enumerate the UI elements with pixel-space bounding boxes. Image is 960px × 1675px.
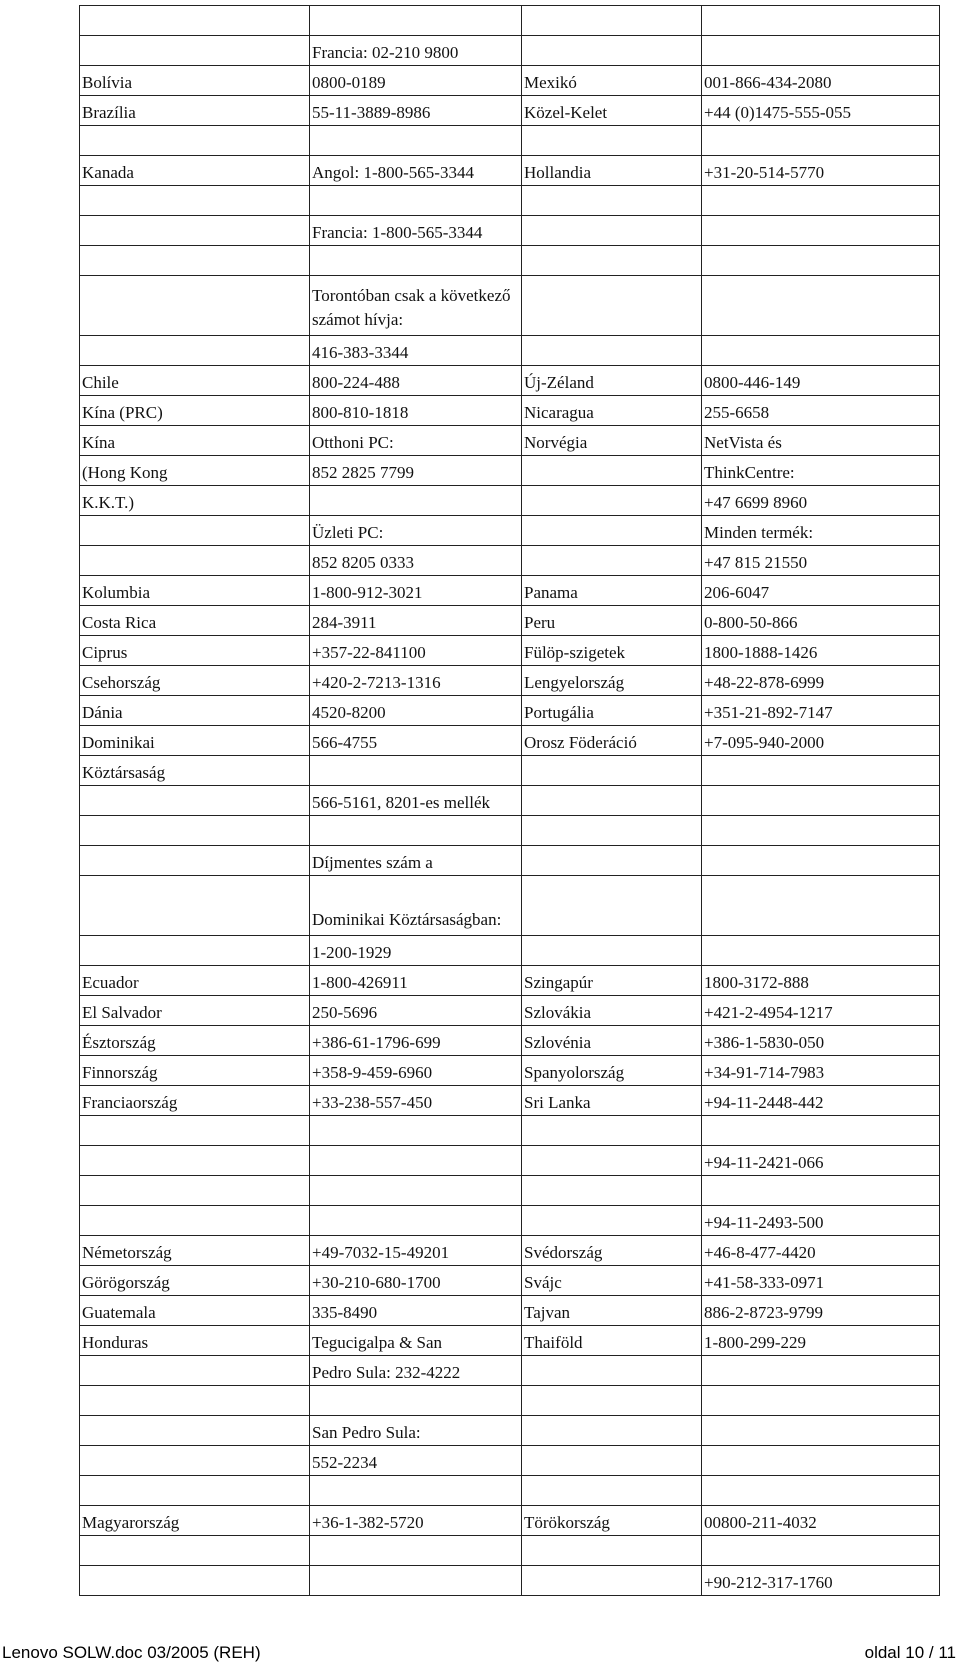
table-cell-phone: +31-20-514-5770: [702, 156, 940, 186]
table-cell-country: [522, 1476, 702, 1506]
table-cell-country: [522, 276, 702, 336]
table-cell-phone: [310, 1116, 522, 1146]
table-cell-country: [80, 6, 310, 36]
table-row: [80, 1386, 940, 1416]
table-row: [80, 1266, 940, 1296]
table-cell-country: Ecuador: [80, 966, 310, 996]
table-cell-phone: [702, 1356, 940, 1386]
table-cell-phone: [310, 756, 522, 786]
table-cell-phone: [702, 1476, 940, 1506]
table-cell-country: [80, 1416, 310, 1446]
table-row: [80, 1236, 940, 1266]
table-cell-country: [522, 816, 702, 846]
table-cell-country: K.K.T.): [80, 486, 310, 516]
table-cell-country: Németország: [80, 1236, 310, 1266]
table-cell-phone: 250-5696: [310, 996, 522, 1026]
table-cell-phone: [310, 816, 522, 846]
table-cell-phone: San Pedro Sula:: [310, 1416, 522, 1446]
table-cell-country: [80, 1446, 310, 1476]
table-cell-phone: [310, 1386, 522, 1416]
table-cell-phone: 4520-8200: [310, 696, 522, 726]
table-cell-country: [522, 1566, 702, 1596]
table-cell-phone: [310, 126, 522, 156]
table-cell-country: Thaiföld: [522, 1326, 702, 1356]
table-cell-country: [80, 246, 310, 276]
table-row: [80, 1296, 940, 1326]
table-cell-country: Köztársaság: [80, 756, 310, 786]
page-footer: [0, 1643, 958, 1669]
table-cell-phone: [310, 246, 522, 276]
table-cell-phone: ThinkCentre:: [702, 456, 940, 486]
table-cell-country: Bolívia: [80, 66, 310, 96]
table-cell-country: [522, 1206, 702, 1236]
table-cell-phone: Francia: 02-210 9800: [310, 36, 522, 66]
table-cell-country: [80, 1146, 310, 1176]
table-cell-country: Kína (PRC): [80, 396, 310, 426]
table-cell-country: Kolumbia: [80, 576, 310, 606]
table-cell-country: [80, 1176, 310, 1206]
table-cell-country: [522, 1146, 702, 1176]
table-cell-country: [522, 1176, 702, 1206]
table-row: [80, 186, 940, 216]
table-cell-phone: [702, 1446, 940, 1476]
table-cell-phone: [702, 1176, 940, 1206]
table-cell-country: [522, 876, 702, 936]
table-cell-country: [522, 936, 702, 966]
table-row: [80, 756, 940, 786]
table-cell-phone: Dominikai Köztársaságban:: [310, 876, 522, 936]
footer-document-info: Lenovo SOLW.doc 03/2005 (REH): [2, 1643, 261, 1662]
table-row: [80, 36, 940, 66]
table-cell-phone: NetVista és: [702, 426, 940, 456]
table-cell-country: Orosz Föderáció: [522, 726, 702, 756]
table-cell-country: [80, 186, 310, 216]
table-cell-country: [522, 846, 702, 876]
table-cell-country: Görögország: [80, 1266, 310, 1296]
table-cell-country: [522, 6, 702, 36]
table-cell-phone: +351-21-892-7147: [702, 696, 940, 726]
table-row: [80, 666, 940, 696]
table-row: [80, 1416, 940, 1446]
table-cell-phone: [702, 816, 940, 846]
table-cell-country: Panama: [522, 576, 702, 606]
table-cell-phone: [702, 1416, 940, 1446]
table-cell-phone: 206-6047: [702, 576, 940, 606]
table-cell-phone: Angol: 1-800-565-3344: [310, 156, 522, 186]
table-cell-phone: +358-9-459-6960: [310, 1056, 522, 1086]
contact-table-body: [80, 6, 940, 1596]
table-cell-phone: [702, 186, 940, 216]
table-cell-country: [522, 246, 702, 276]
table-cell-country: Chile: [80, 366, 310, 396]
table-cell-country: Lengyelország: [522, 666, 702, 696]
table-cell-phone: +386-1-5830-050: [702, 1026, 940, 1056]
table-row: [80, 606, 940, 636]
table-cell-country: [80, 876, 310, 936]
table-cell-country: [80, 1476, 310, 1506]
table-cell-phone: [310, 486, 522, 516]
table-cell-country: Törökország: [522, 1506, 702, 1536]
table-cell-country: [80, 816, 310, 846]
table-cell-phone: [702, 1116, 940, 1146]
table-row: [80, 96, 940, 126]
table-row: [80, 816, 940, 846]
table-row: [80, 246, 940, 276]
table-cell-country: [522, 546, 702, 576]
table-cell-phone: [310, 6, 522, 36]
table-cell-country: Finnország: [80, 1056, 310, 1086]
table-cell-country: [522, 126, 702, 156]
table-cell-phone: 852 8205 0333: [310, 546, 522, 576]
table-cell-country: Franciaország: [80, 1086, 310, 1116]
table-cell-phone: +94-11-2448-442: [702, 1086, 940, 1116]
table-row: [80, 66, 940, 96]
table-row: [80, 846, 940, 876]
table-cell-phone: +47 815 21550: [702, 546, 940, 576]
table-cell-country: Nicaragua: [522, 396, 702, 426]
contact-table: [79, 5, 940, 1596]
table-cell-phone: [310, 1176, 522, 1206]
table-cell-country: [522, 756, 702, 786]
table-row: [80, 276, 940, 336]
table-cell-country: [522, 186, 702, 216]
table-cell-country: Szlovákia: [522, 996, 702, 1026]
table-cell-country: [80, 216, 310, 246]
table-cell-country: Peru: [522, 606, 702, 636]
table-cell-phone: 284-3911: [310, 606, 522, 636]
table-cell-phone: 00800-211-4032: [702, 1506, 940, 1536]
table-cell-country: [80, 516, 310, 546]
table-cell-phone: 335-8490: [310, 1296, 522, 1326]
table-cell-country: [80, 276, 310, 336]
table-row: [80, 1536, 940, 1566]
table-cell-country: [522, 516, 702, 546]
table-cell-country: [80, 786, 310, 816]
table-cell-country: [522, 1116, 702, 1146]
table-row: [80, 1446, 940, 1476]
table-cell-phone: 886-2-8723-9799: [702, 1296, 940, 1326]
table-row: [80, 396, 940, 426]
table-cell-phone: 566-4755: [310, 726, 522, 756]
table-cell-country: Costa Rica: [80, 606, 310, 636]
table-row: [80, 636, 940, 666]
table-cell-phone: Minden termék:: [702, 516, 940, 546]
table-cell-phone: +46-8-477-4420: [702, 1236, 940, 1266]
table-cell-country: Mexikó: [522, 66, 702, 96]
table-cell-country: Guatemala: [80, 1296, 310, 1326]
table-cell-country: [522, 1536, 702, 1566]
table-cell-phone: [702, 216, 940, 246]
table-cell-country: [80, 1566, 310, 1596]
table-cell-phone: [702, 246, 940, 276]
table-cell-phone: +94-11-2493-500: [702, 1206, 940, 1236]
table-cell-country: Szingapúr: [522, 966, 702, 996]
table-cell-country: Dominikai: [80, 726, 310, 756]
table-row: [80, 696, 940, 726]
table-cell-phone: 1800-3172-888: [702, 966, 940, 996]
table-row: [80, 546, 940, 576]
table-cell-country: [80, 1386, 310, 1416]
table-cell-phone: +33-238-557-450: [310, 1086, 522, 1116]
table-cell-phone: [702, 1536, 940, 1566]
table-cell-phone: +47 6699 8960: [702, 486, 940, 516]
table-cell-phone: [702, 276, 940, 336]
table-row: [80, 1086, 940, 1116]
table-row: [80, 1206, 940, 1236]
table-cell-phone: [310, 1536, 522, 1566]
table-cell-phone: 852 2825 7799: [310, 456, 522, 486]
table-cell-phone: +36-1-382-5720: [310, 1506, 522, 1536]
table-row: [80, 156, 940, 186]
table-cell-phone: Üzleti PC:: [310, 516, 522, 546]
table-cell-country: [80, 546, 310, 576]
table-row: [80, 516, 940, 546]
table-cell-country: [522, 1386, 702, 1416]
table-row: [80, 1566, 940, 1596]
table-cell-country: Svájc: [522, 1266, 702, 1296]
table-row: [80, 1056, 940, 1086]
table-row: [80, 1026, 940, 1056]
table-cell-phone: Otthoni PC:: [310, 426, 522, 456]
table-row: [80, 486, 940, 516]
table-cell-phone: 1800-1888-1426: [702, 636, 940, 666]
table-cell-phone: 1-800-912-3021: [310, 576, 522, 606]
table-cell-phone: [702, 6, 940, 36]
table-cell-phone: 800-224-488: [310, 366, 522, 396]
table-cell-country: [80, 126, 310, 156]
table-row: [80, 576, 940, 606]
table-cell-phone: [702, 336, 940, 366]
table-cell-phone: 55-11-3889-8986: [310, 96, 522, 126]
table-cell-phone: [702, 126, 940, 156]
table-cell-phone: Francia: 1-800-565-3344: [310, 216, 522, 246]
table-cell-phone: 1-800-426911: [310, 966, 522, 996]
table-cell-country: [80, 1206, 310, 1236]
table-cell-phone: 566-5161, 8201-es mellék: [310, 786, 522, 816]
table-cell-country: [522, 786, 702, 816]
table-cell-phone: +30-210-680-1700: [310, 1266, 522, 1296]
table-cell-phone: 0-800-50-866: [702, 606, 940, 636]
table-cell-country: [80, 846, 310, 876]
table-cell-phone: [310, 1566, 522, 1596]
table-row: [80, 786, 940, 816]
table-row: [80, 1176, 940, 1206]
table-cell-country: [522, 1356, 702, 1386]
table-cell-phone: [310, 1476, 522, 1506]
table-cell-phone: 255-6658: [702, 396, 940, 426]
table-cell-country: [522, 1416, 702, 1446]
table-cell-country: Csehország: [80, 666, 310, 696]
table-cell-country: [522, 456, 702, 486]
table-cell-phone: Díjmentes szám a: [310, 846, 522, 876]
table-cell-phone: 1-800-299-229: [702, 1326, 940, 1356]
table-row: [80, 366, 940, 396]
table-cell-phone: 0800-0189: [310, 66, 522, 96]
table-cell-country: (Hong Kong: [80, 456, 310, 486]
table-cell-country: Svédország: [522, 1236, 702, 1266]
table-cell-country: Tajvan: [522, 1296, 702, 1326]
table-row: [80, 726, 940, 756]
table-cell-phone: Torontóban csak a következő számot hívja:: [310, 276, 522, 336]
table-cell-phone: [702, 846, 940, 876]
table-cell-country: [80, 936, 310, 966]
table-cell-phone: +420-2-7213-1316: [310, 666, 522, 696]
table-cell-phone: 552-2234: [310, 1446, 522, 1476]
table-cell-phone: [702, 36, 940, 66]
table-cell-country: [522, 216, 702, 246]
table-cell-country: [80, 36, 310, 66]
table-cell-phone: Pedro Sula: 232-4222: [310, 1356, 522, 1386]
table-cell-country: Ciprus: [80, 636, 310, 666]
table-cell-country: [80, 1356, 310, 1386]
table-cell-phone: [702, 1386, 940, 1416]
table-cell-phone: +44 (0)1475-555-055: [702, 96, 940, 126]
table-cell-country: [522, 486, 702, 516]
table-cell-phone: [310, 186, 522, 216]
table-cell-country: Magyarország: [80, 1506, 310, 1536]
table-cell-phone: +41-58-333-0971: [702, 1266, 940, 1296]
table-cell-phone: 0800-446-149: [702, 366, 940, 396]
table-cell-country: Spanyolország: [522, 1056, 702, 1086]
table-cell-phone: Tegucigalpa & San: [310, 1326, 522, 1356]
table-cell-country: [80, 336, 310, 366]
table-cell-phone: 416-383-3344: [310, 336, 522, 366]
table-cell-country: Kína: [80, 426, 310, 456]
table-row: [80, 1356, 940, 1386]
table-row: [80, 456, 940, 486]
table-cell-country: [80, 1536, 310, 1566]
table-cell-phone: +94-11-2421-066: [702, 1146, 940, 1176]
table-cell-country: Kanada: [80, 156, 310, 186]
table-cell-country: Honduras: [80, 1326, 310, 1356]
table-cell-country: Észtország: [80, 1026, 310, 1056]
table-row: [80, 1116, 940, 1146]
table-cell-country: Dánia: [80, 696, 310, 726]
table-cell-country: El Salvador: [80, 996, 310, 1026]
table-cell-phone: [702, 876, 940, 936]
table-cell-phone: [702, 936, 940, 966]
table-cell-phone: +386-61-1796-699: [310, 1026, 522, 1056]
table-cell-country: [522, 36, 702, 66]
table-cell-phone: +49-7032-15-49201: [310, 1236, 522, 1266]
table-cell-phone: 1-200-1929: [310, 936, 522, 966]
table-row: [80, 216, 940, 246]
table-row: [80, 126, 940, 156]
table-cell-country: Hollandia: [522, 156, 702, 186]
table-cell-country: Norvégia: [522, 426, 702, 456]
table-cell-phone: +357-22-841100: [310, 636, 522, 666]
footer-page-number: oldal 10 / 11: [864, 1643, 956, 1662]
table-cell-phone: [702, 756, 940, 786]
table-row: [80, 6, 940, 36]
table-row: [80, 966, 940, 996]
table-cell-phone: +34-91-714-7983: [702, 1056, 940, 1086]
table-cell-phone: [310, 1206, 522, 1236]
table-row: [80, 936, 940, 966]
table-cell-country: [80, 1116, 310, 1146]
table-cell-phone: +48-22-878-6999: [702, 666, 940, 696]
table-row: [80, 1476, 940, 1506]
table-row: [80, 1326, 940, 1356]
table-cell-country: Szlovénia: [522, 1026, 702, 1056]
table-cell-country: Fülöp-szigetek: [522, 636, 702, 666]
table-row: [80, 426, 940, 456]
table-cell-country: Közel-Kelet: [522, 96, 702, 126]
table-cell-phone: [310, 1146, 522, 1176]
table-cell-country: Portugália: [522, 696, 702, 726]
table-row: [80, 876, 940, 936]
table-row: [80, 336, 940, 366]
table-cell-phone: +90-212-317-1760: [702, 1566, 940, 1596]
table-row: [80, 1506, 940, 1536]
table-cell-country: [522, 336, 702, 366]
table-cell-phone: 001-866-434-2080: [702, 66, 940, 96]
table-cell-country: Sri Lanka: [522, 1086, 702, 1116]
table-cell-phone: [702, 786, 940, 816]
table-cell-phone: +7-095-940-2000: [702, 726, 940, 756]
table-row: [80, 1146, 940, 1176]
table-cell-country: Új-Zéland: [522, 366, 702, 396]
table-cell-country: Brazília: [80, 96, 310, 126]
table-cell-phone: 800-810-1818: [310, 396, 522, 426]
table-row: [80, 996, 940, 1026]
table-cell-phone: +421-2-4954-1217: [702, 996, 940, 1026]
table-cell-country: [522, 1446, 702, 1476]
